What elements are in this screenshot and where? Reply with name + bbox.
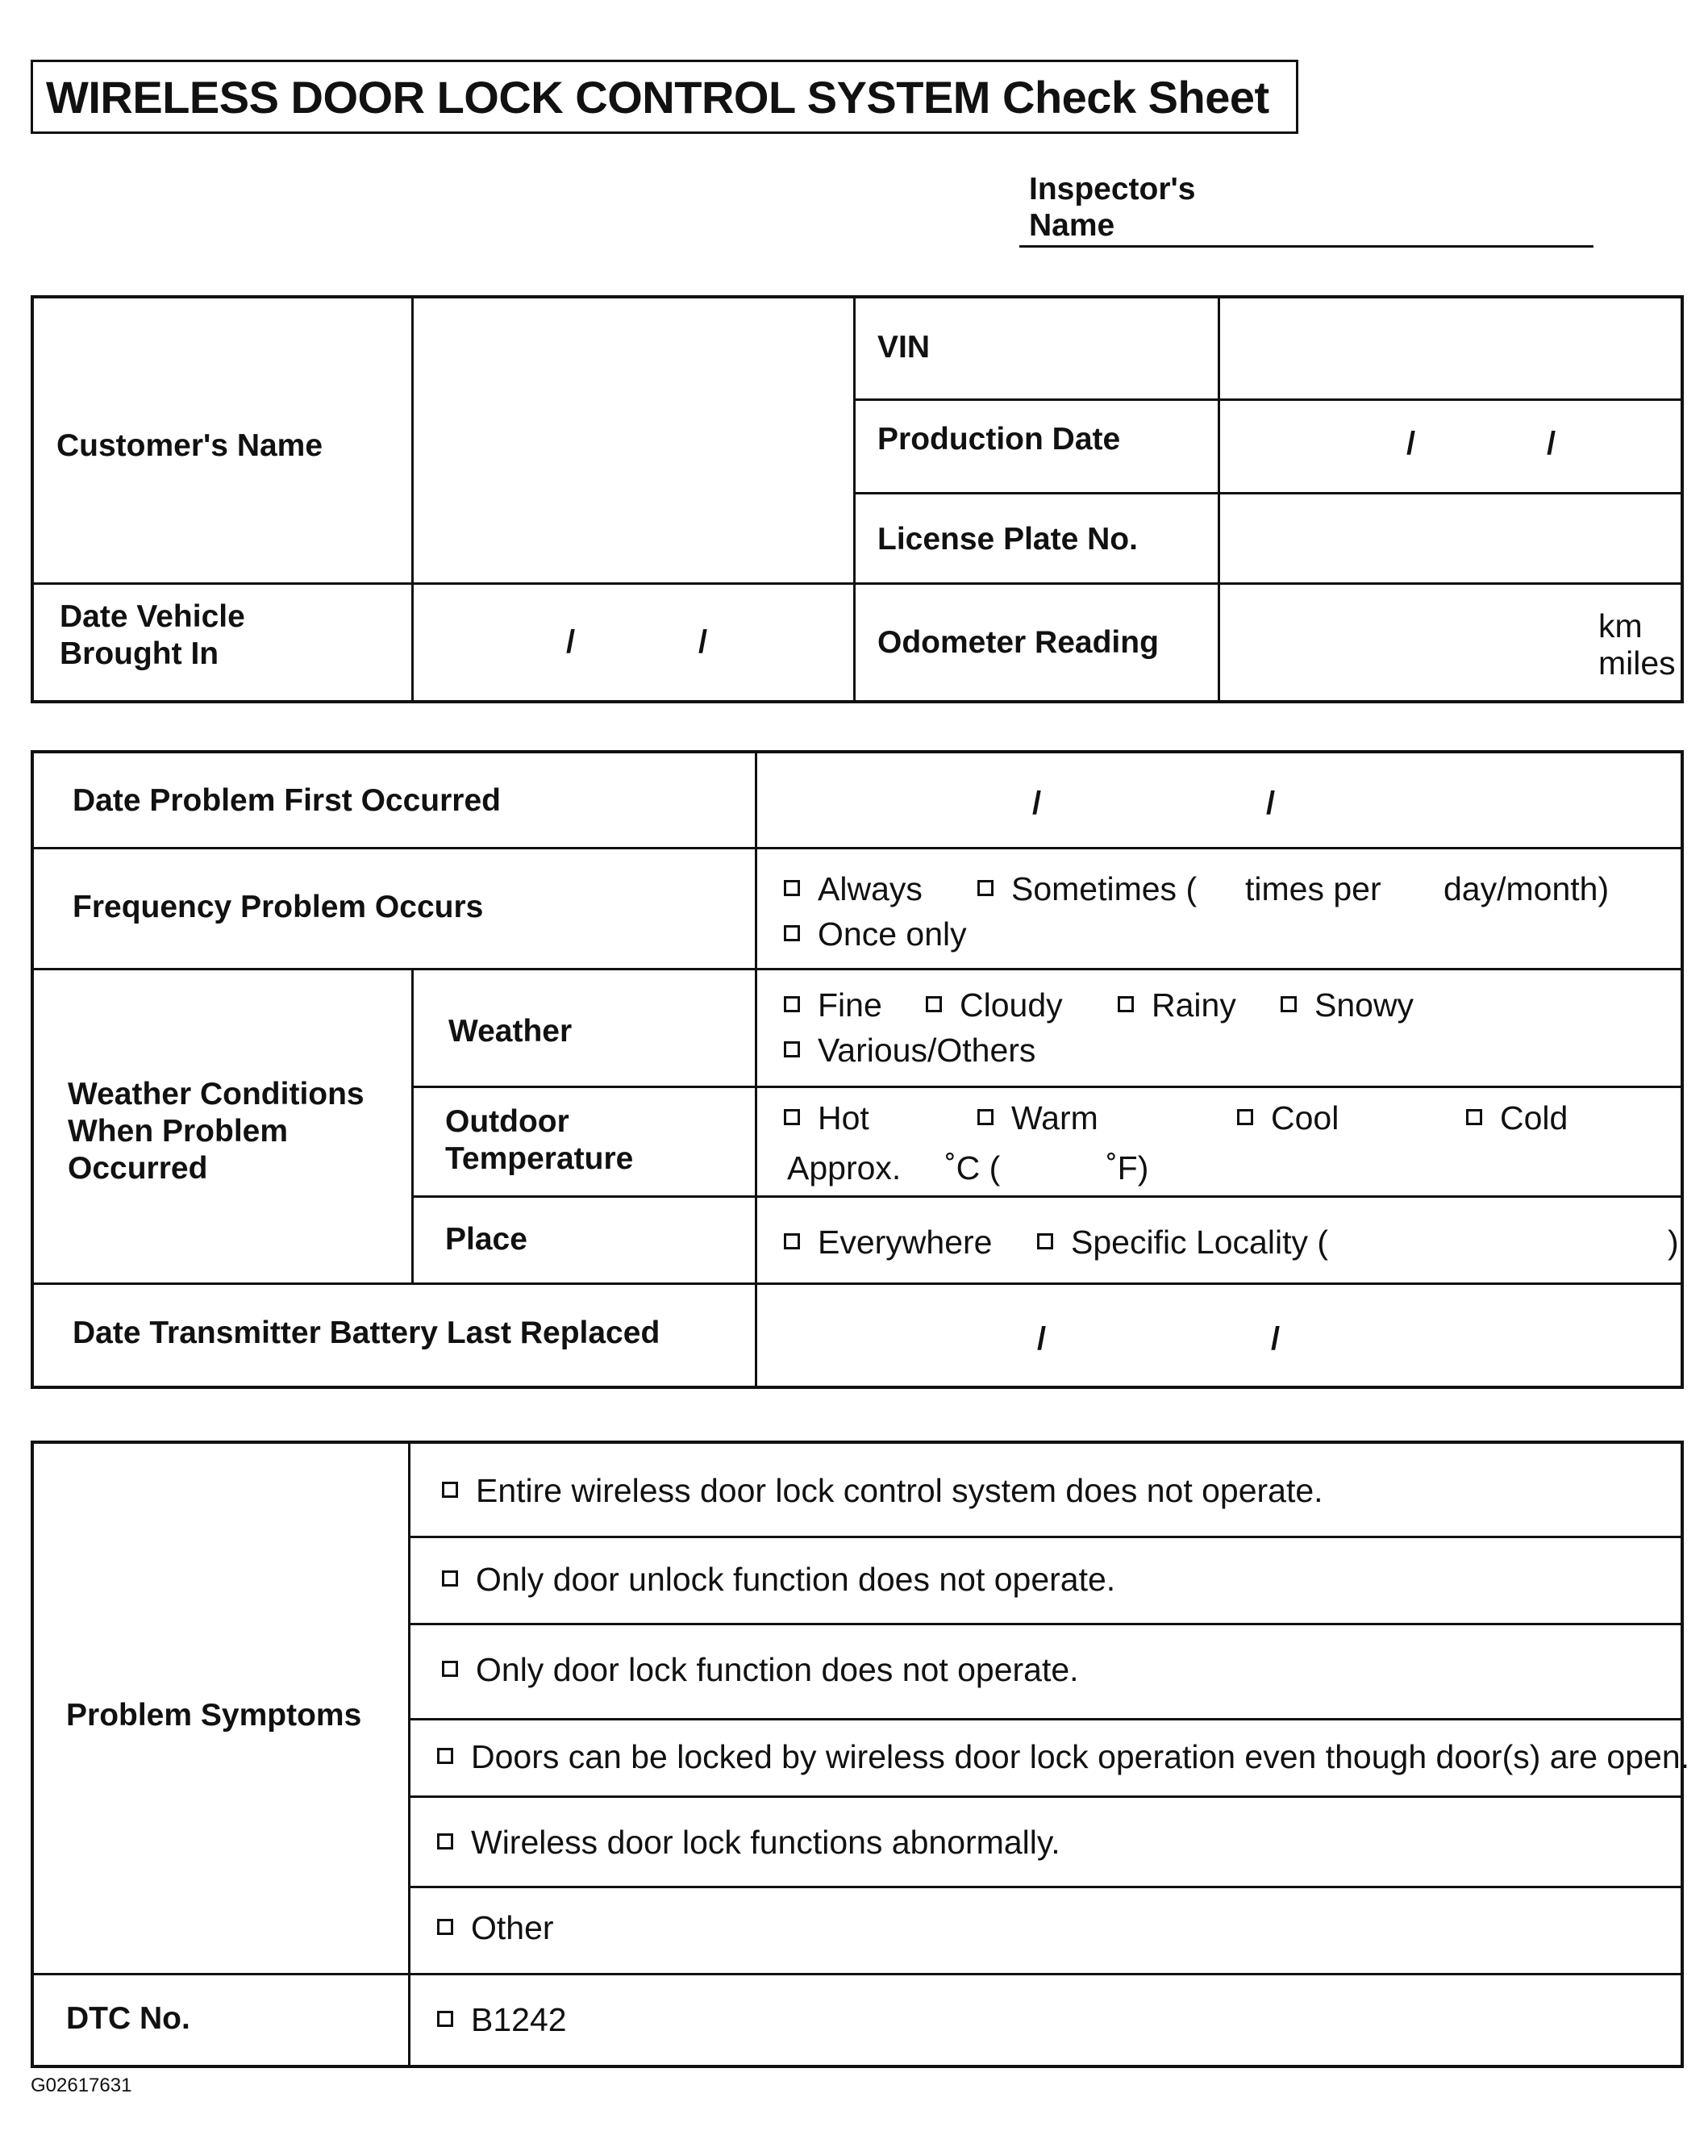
symptom-option[interactable]: Entire wireless door lock control system does not operate.	[442, 1471, 1323, 1510]
checkbox[interactable]	[437, 1833, 453, 1849]
vin-label: VIN	[877, 330, 931, 365]
symptom-option[interactable]: Other	[437, 1908, 554, 1947]
weather-various-option[interactable]: Various/Others	[784, 1031, 1035, 1070]
weather-fine-option[interactable]: Fine	[784, 986, 882, 1024]
inspector-label-line1: Inspector's	[1029, 172, 1196, 206]
checkbox[interactable]	[442, 1570, 458, 1587]
frequency-label: Frequency Problem Occurs	[73, 890, 484, 924]
weather-conditions-group-label: Weather Conditions When Problem Occurred	[68, 1077, 365, 1186]
production-date-label: Production Date	[877, 422, 1121, 457]
symptom-option[interactable]: Wireless door lock functions abnormally.	[437, 1823, 1060, 1862]
license-plate-field[interactable]	[1221, 495, 1681, 581]
date-separator: /	[1547, 426, 1556, 461]
date-separator: /	[698, 624, 708, 660]
place-everywhere-option[interactable]: Everywhere	[784, 1223, 992, 1261]
production-date-field[interactable]	[1221, 402, 1681, 490]
odometer-label: Odometer Reading	[877, 625, 1159, 660]
symptoms-table	[31, 1441, 1690, 2068]
freq-times-per-text: times per	[1245, 870, 1381, 907]
checkbox[interactable]	[926, 996, 942, 1012]
temp-cool-option[interactable]: Cool	[1237, 1099, 1339, 1137]
date-separator: /	[1271, 1321, 1281, 1357]
weather-cloudy-option[interactable]: Cloudy	[926, 986, 1063, 1024]
weather-label: Weather	[448, 1014, 573, 1049]
temp-approx-text: Approx.	[787, 1149, 902, 1186]
freq-sometimes-option[interactable]: Sometimes (	[977, 869, 1197, 908]
checkbox[interactable]	[1281, 996, 1297, 1012]
checkbox[interactable]	[442, 1661, 458, 1677]
checkbox[interactable]	[442, 1482, 458, 1498]
checkbox[interactable]	[977, 880, 994, 896]
date-brought-in-label: Date Vehicle Brought In	[60, 599, 245, 671]
checkbox[interactable]	[784, 925, 800, 941]
date-separator: /	[1032, 786, 1042, 821]
place-close-paren: )	[1668, 1224, 1679, 1261]
dtc-label: DTC No.	[66, 2001, 190, 2036]
date-brought-in-field[interactable]	[415, 586, 850, 699]
weather-rainy-option[interactable]: Rainy	[1118, 986, 1236, 1024]
page-title: WIRELESS DOOR LOCK CONTROL SYSTEM Check Sheet	[31, 60, 1298, 134]
date-separator: /	[1406, 426, 1416, 461]
checkbox[interactable]	[784, 996, 800, 1012]
temp-warm-option[interactable]: Warm	[977, 1099, 1098, 1137]
symptom-option[interactable]: Only door lock function does not operate.	[442, 1650, 1079, 1689]
weather-snowy-option[interactable]: Snowy	[1281, 986, 1414, 1024]
battery-replaced-label: Date Transmitter Battery Last Replaced	[73, 1316, 660, 1350]
inspector-label-line2: Name	[1029, 208, 1115, 243]
freq-always-option[interactable]: Always	[784, 869, 923, 908]
checkbox[interactable]	[437, 1919, 453, 1935]
freq-once-option[interactable]: Once only	[784, 915, 967, 953]
date-separator: /	[1266, 786, 1276, 821]
date-separator: /	[566, 624, 576, 660]
license-plate-label: License Plate No.	[877, 522, 1138, 557]
checkbox[interactable]	[784, 880, 800, 896]
place-specific-option[interactable]: Specific Locality (	[1037, 1223, 1328, 1261]
odometer-unit-miles: miles	[1598, 644, 1676, 682]
symptom-option[interactable]: Only door unlock function does not operate.	[442, 1560, 1115, 1599]
checkbox[interactable]	[437, 1748, 453, 1764]
first-occurred-field[interactable]	[758, 757, 1681, 845]
date-separator: /	[1037, 1321, 1047, 1357]
battery-replaced-field[interactable]	[758, 1287, 1681, 1384]
problem-symptoms-label: Problem Symptoms	[66, 1698, 362, 1733]
checkbox[interactable]	[437, 2011, 453, 2027]
checkbox[interactable]	[1466, 1109, 1482, 1125]
dtc-option[interactable]: B1242	[437, 2000, 567, 2039]
checkbox[interactable]	[784, 1109, 800, 1125]
customer-name-label: Customer's Name	[56, 428, 323, 463]
temp-hot-option[interactable]: Hot	[784, 1099, 869, 1137]
checkbox[interactable]	[1118, 996, 1134, 1012]
customer-name-field[interactable]	[415, 302, 850, 579]
symptom-option[interactable]: Doors can be locked by wireless door lock operation even though door(s) are open.	[437, 1737, 1689, 1776]
inspector-name-field[interactable]	[1019, 171, 1593, 248]
outdoor-temperature-label: Outdoor Temperature	[445, 1104, 634, 1176]
vin-field[interactable]	[1221, 302, 1681, 397]
odometer-field[interactable]	[1221, 586, 1681, 699]
checkbox[interactable]	[977, 1109, 994, 1125]
odometer-unit-km: km	[1598, 607, 1643, 644]
place-label: Place	[445, 1222, 527, 1257]
checkbox[interactable]	[1237, 1109, 1253, 1125]
checkbox[interactable]	[1037, 1233, 1053, 1249]
temp-fahrenheit-text: ˚F)	[1106, 1149, 1149, 1186]
checkbox[interactable]	[784, 1233, 800, 1249]
first-occurred-label: Date Problem First Occurred	[73, 783, 501, 818]
checkbox[interactable]	[784, 1041, 800, 1057]
temp-celsius-text: ˚C (	[945, 1149, 1001, 1186]
freq-day-month-text: day/month)	[1443, 870, 1610, 907]
temp-cold-option[interactable]: Cold	[1466, 1099, 1568, 1137]
conditions-table	[31, 750, 1684, 1389]
figure-code: G02617631	[31, 2075, 132, 2096]
vehicle-info-table	[31, 295, 1684, 703]
